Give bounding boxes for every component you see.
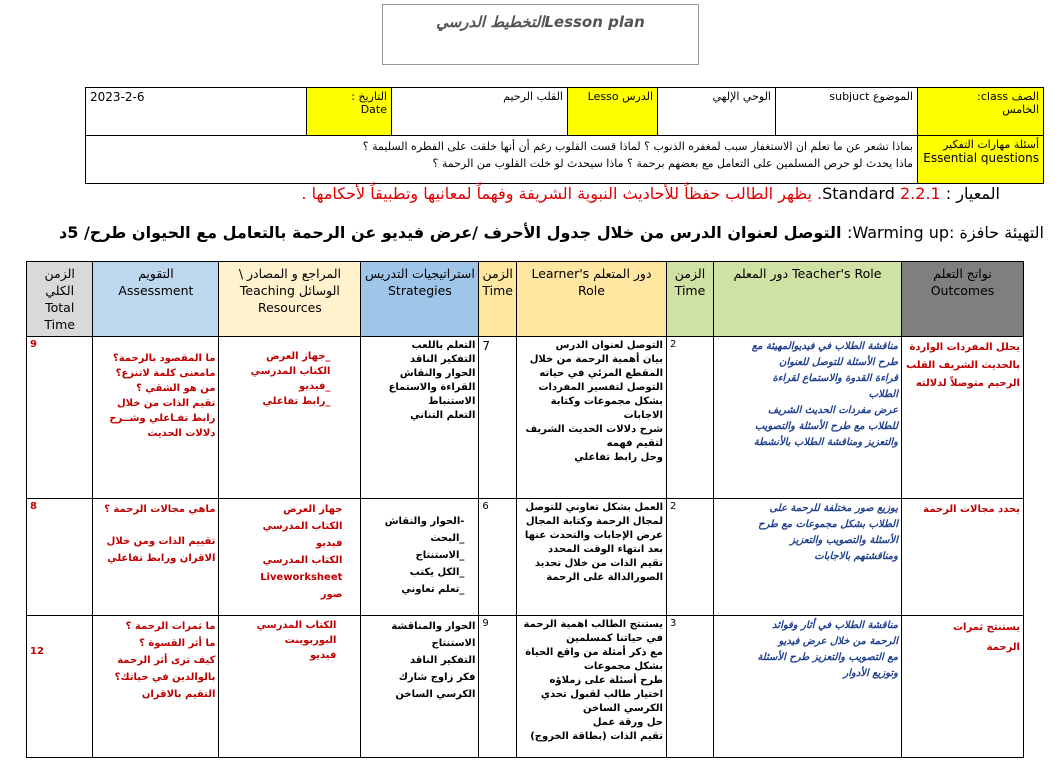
- resources-cell: [219, 499, 361, 616]
- header-time-1-ar: الزمن: [674, 266, 706, 281]
- learner-line: حل ورقة عمل: [592, 717, 663, 728]
- assessment-line: ما ثمرات الرحمة ؟: [125, 621, 216, 632]
- outcome-cell: [902, 337, 1024, 499]
- essential-questions: [86, 136, 918, 184]
- header-time-2-ar: الزمن: [482, 266, 513, 281]
- outcome-line: يحدد مجالات الرحمة: [923, 504, 1020, 515]
- date-label: التاريخ :: [351, 90, 387, 103]
- learner-line: الصورالدالة على الرحمة: [546, 572, 663, 583]
- header-time-1-en: Time: [674, 283, 706, 298]
- resource-line: الكتاب المدرسي: [262, 521, 343, 532]
- learner-line: بعد انتهاء الوقت المحدد: [548, 544, 663, 555]
- learner-line: لتقيم فهمه: [606, 438, 663, 449]
- assessment-line: ماهي مجالات الرحمة ؟: [104, 504, 216, 515]
- eq-line: بماذا تشعر عن ما تعلم ان الاستغفار سبب لمغفره الذنوب ؟ لماذا قست القلوب رغم أن أنها خلقت على الفطره السليمة ؟: [362, 140, 913, 153]
- assessment-line: من هو الشقي ؟: [136, 383, 216, 394]
- strategy-line: _تعلم تعاوني: [401, 584, 465, 595]
- learner-line: لمجال الرحمة وكتابة المجال: [525, 516, 663, 527]
- strategy-line: _الكل يكتب: [409, 567, 465, 578]
- lesson-plan-table: [26, 261, 1024, 758]
- learner-line: المقطع المرئي في حياته: [539, 368, 663, 379]
- assessment-line: التقيم بالاقران: [141, 689, 216, 700]
- teacher-line: الرحمة من خلال عرض فيديو: [778, 636, 898, 647]
- learner-line: اختيار طالب لقبول تحدي: [540, 689, 663, 700]
- header-resources-en: Resources: [257, 300, 322, 315]
- learner-line: عرض الإجابات والتحدث عنها: [524, 530, 663, 541]
- strategy-line: الاستنباط: [428, 396, 476, 407]
- assessment-line: مامعنى كلمة لاتنزع؟: [115, 368, 216, 379]
- resource-line: فيديو: [309, 650, 337, 661]
- header-learner-ar: دور المتعلم Learner's: [531, 266, 652, 281]
- strategy-line: _البحث: [430, 533, 465, 544]
- warming-text: التوصل لعنوان الدرس من خلال جدول الأحرف /عرض فيديو عن الرحمة بالتعامل مع الحيوان طرح/ 5د: [59, 223, 842, 242]
- assessment-cell: [93, 616, 219, 758]
- lesson-value: القلب الرحيم: [392, 88, 568, 136]
- strategy-line: الاستنتاج: [431, 638, 476, 649]
- teacher-line: عرض مفردات الحديث الشريف: [767, 405, 898, 416]
- teacher-line: ومناقشتهم بالاجابات: [814, 551, 898, 562]
- resources-cell: [219, 616, 361, 758]
- total-time-cell: 12: [27, 616, 93, 758]
- resource-line: الكتاب المدرسي: [262, 555, 343, 566]
- standard-label: المعيار : Standard: [822, 184, 1000, 203]
- learner-line: وحل رابط تفاعلي: [574, 452, 663, 463]
- outcome-line: بالحديث الشريف القلب: [906, 360, 1020, 371]
- outcome-cell: [902, 616, 1024, 758]
- assessment-line: ما أثر القسوة ؟: [139, 638, 216, 649]
- strategies-cell: [361, 499, 479, 616]
- subject-label: الموضوع subjuct: [776, 88, 918, 136]
- teacher-line: طرح الأسئلة للتوصل للعنوان: [778, 357, 898, 368]
- header-resources: [219, 262, 361, 337]
- date-label-en: Date: [360, 103, 387, 116]
- teacher-line: مع التصويب والتعزيز طرح الأسئلة: [757, 652, 898, 663]
- header-total-ar: الزمن الكلي: [44, 266, 75, 298]
- learner-line: تقيم الذات (بطاقة الخروج): [530, 731, 663, 742]
- resource-line: _جهاز العرض: [266, 351, 331, 362]
- strategy-line: التفكير الناقد: [410, 354, 476, 365]
- learner-role-cell: [517, 337, 667, 499]
- resource-line: صور: [320, 589, 343, 600]
- header-strategies: [361, 262, 479, 337]
- header-strategies-ar: استراتيجيات التدريس: [365, 266, 475, 281]
- assessment-line: ما المقصود بالرحمة؟: [112, 353, 216, 364]
- assessment-line: تقيم الذات من خلال: [116, 398, 216, 409]
- teacher-line: الطلاب: [868, 389, 898, 400]
- time-cell: 9: [479, 616, 517, 758]
- warming-label: التهيئة حافزة :Warming up:: [847, 223, 1044, 242]
- total-time-cell: 8: [27, 499, 93, 616]
- strategy-line: _الاستنتاج: [415, 550, 465, 561]
- header-time-2-en: Time: [482, 283, 513, 298]
- assessment-line: دلالات الحديث: [147, 428, 216, 439]
- learner-line: شرح دلالات الحديث الشريف: [525, 424, 663, 435]
- standard-text: يظهر الطالب حفظاً للأحاديث النبوية الشريفة وفهماً لمعانيها وتطبيقاً لأحكامها .: [301, 184, 812, 203]
- resource-line: فيديو: [315, 538, 343, 549]
- outcome-line: يحلل المفردات الواردة: [909, 342, 1020, 353]
- learner-line: التوصل لتفسير المفردات: [538, 382, 663, 393]
- eq-label-cell: [918, 136, 1044, 184]
- resource-line: البوربوينت: [284, 635, 337, 646]
- teacher-role-cell: [714, 499, 902, 616]
- learner-line: مع ذكر أمثلة من واقع الحياة: [525, 647, 663, 658]
- learner-line: طرح أسئلة على زملاؤه: [549, 675, 663, 686]
- header-assessment-ar: التقويم: [138, 266, 174, 281]
- teacher-role-cell: [714, 337, 902, 499]
- teacher-line: مناقشة الطلاب في أثار وفوائد: [772, 620, 898, 631]
- assessment-cell: [93, 337, 219, 499]
- learner-line: التوصل لعنوان الدرس: [555, 340, 663, 351]
- outcome-cell: [902, 499, 1024, 616]
- outcome-line: الرحيم متوصلاً لدلالته: [915, 378, 1020, 389]
- learner-line: بشكل مجموعات وكتابة: [550, 396, 663, 407]
- resources-cell: [219, 337, 361, 499]
- time-cell: 3: [667, 616, 714, 758]
- header-assessment-en: Assessment: [118, 283, 194, 298]
- learner-line: تقيم الذات من خلال تحديد: [534, 558, 663, 569]
- header-outcomes: [902, 262, 1024, 337]
- strategies-cell: [361, 337, 479, 499]
- teacher-line: والتعزيز ومناقشة الطلاب بالأنشطة: [753, 437, 898, 448]
- class-label: الصف class:: [977, 90, 1039, 103]
- strategy-line: الحوار والنقاش: [399, 368, 476, 379]
- eq-line: ماذا يحدث لو حرص المسلمين على التعامل مع بعضهم برحمة ؟ ماذا سيحدث لو خلت القلوب من الرحمة ؟: [432, 157, 913, 170]
- header-learner-role: [517, 262, 667, 337]
- strategy-line: القراءة والاستماع: [388, 382, 476, 393]
- teacher-line: يوزيع صور مختلفة للرحمة على: [769, 503, 898, 514]
- header-strategies-en: Strategies: [387, 283, 452, 298]
- resource-line: Liveworksheet: [260, 572, 343, 583]
- header-total-en: Total Time: [44, 300, 75, 332]
- strategy-line: فكر زاوج شارك: [398, 672, 476, 683]
- table-row: [27, 616, 1024, 758]
- header-time-2: [479, 262, 517, 337]
- learner-role-cell: [517, 616, 667, 758]
- assessment-line: كيف ترى أثر الرحمة: [117, 655, 216, 666]
- time-cell: 2: [667, 499, 714, 616]
- resource-line: الكتاب المدرسي: [250, 366, 331, 377]
- strategy-line: التعلم التناني: [410, 410, 476, 421]
- assessment-line: بالوالدين في حياتك؟: [114, 672, 216, 683]
- outcome-line: يستنتج ثمرات: [952, 622, 1020, 633]
- teacher-line: وتوزيع الأدوار: [843, 668, 898, 679]
- teacher-role-cell: [714, 616, 902, 758]
- class-value: الخامس: [1002, 103, 1039, 116]
- header-time-1: [667, 262, 714, 337]
- header-outcomes-ar: نواتج التعلم: [933, 266, 992, 281]
- assessment-cell: [93, 499, 219, 616]
- outcome-line: الرحمة: [986, 642, 1020, 653]
- lesson-info-table: [85, 87, 1044, 184]
- header-learner-en: Role: [578, 283, 605, 298]
- table-row: [27, 337, 1024, 499]
- strategy-line: التفكير الناقد: [410, 655, 476, 666]
- learner-line: في حياتنا كمسلمين: [566, 633, 663, 644]
- date-label-cell: [307, 88, 392, 136]
- learner-line: العمل بشكل تعاوني للتوصل: [525, 502, 663, 513]
- strategy-line: التعلم باللعب: [411, 340, 476, 351]
- header-teacher-role: Teacher's Role دور المعلم: [714, 262, 902, 337]
- strategy-line: الحوار والمناقشة: [391, 621, 476, 632]
- strategies-cell: [361, 616, 479, 758]
- teacher-line: الأسئلة والتصويب والتعزيز: [790, 535, 898, 546]
- learner-line: بيان أهمية الرحمة من خلال: [529, 354, 663, 365]
- subject-value: الوحي الإلهي: [658, 88, 776, 136]
- teacher-line: الطلاب بشكل مجموعات مع طرح: [758, 519, 898, 530]
- header-outcomes-en: Outcomes: [930, 283, 995, 298]
- learner-line: يستنتج الطالب اهمية الرحمة: [523, 619, 663, 630]
- teacher-line: قراءة القدوة والاستماع لقراءة: [772, 373, 898, 384]
- time-cell: 6: [479, 499, 517, 616]
- learner-line: الاجابات: [623, 410, 663, 421]
- standard-line: [0, 184, 1000, 203]
- assessment-line: تقييم الذات ومن خلال: [106, 536, 216, 547]
- header-resources-ar: المراجع و المصادر \ الوسائل Teaching: [238, 266, 341, 298]
- strategy-line: -الحوار والنقاش: [384, 516, 465, 527]
- total-time-cell: 9: [27, 337, 93, 499]
- assessment-line: [96, 518, 215, 533]
- learner-line: بشكل مجموعات: [583, 661, 663, 672]
- assessment-line: رابط تفـاعلي وشــرح: [109, 413, 216, 424]
- header-assessment: [93, 262, 219, 337]
- resource-line: جهاز العرض: [283, 504, 343, 515]
- resource-line: الكتاب المدرسي: [256, 620, 337, 631]
- teacher-line: مناقشة الطلاب في فيديوالمهيئة مع: [751, 341, 898, 352]
- date-value: 2023-2-6: [86, 88, 307, 136]
- resource-line: _فيديو: [298, 381, 331, 392]
- time-cell: 7: [479, 337, 517, 499]
- eq-label: أسئلة مهارات التفكير: [943, 138, 1039, 151]
- standard-code: 2.2.1.: [817, 184, 941, 203]
- teacher-line: للطلاب مع طرح الأسئلة والتصويب: [754, 421, 898, 432]
- page-title: التخطيط الدرسيLesson plan: [382, 4, 699, 65]
- table-row: [27, 499, 1024, 616]
- eq-label-en: Essential questions: [923, 151, 1039, 165]
- strategy-line: الكرسي الساخن: [395, 689, 476, 700]
- warming-up-line: [44, 223, 1044, 242]
- learner-role-cell: [517, 499, 667, 616]
- lesson-label: الدرس Lesso: [568, 88, 658, 136]
- learner-line: الكرسي الساخن: [583, 703, 663, 714]
- class-cell: [918, 88, 1044, 136]
- resource-line: _رابط تفاعلي: [262, 396, 331, 407]
- time-cell: 2: [667, 337, 714, 499]
- assessment-line: الاقران ورابط تفاعلي: [107, 553, 216, 564]
- header-total-time: [27, 262, 93, 337]
